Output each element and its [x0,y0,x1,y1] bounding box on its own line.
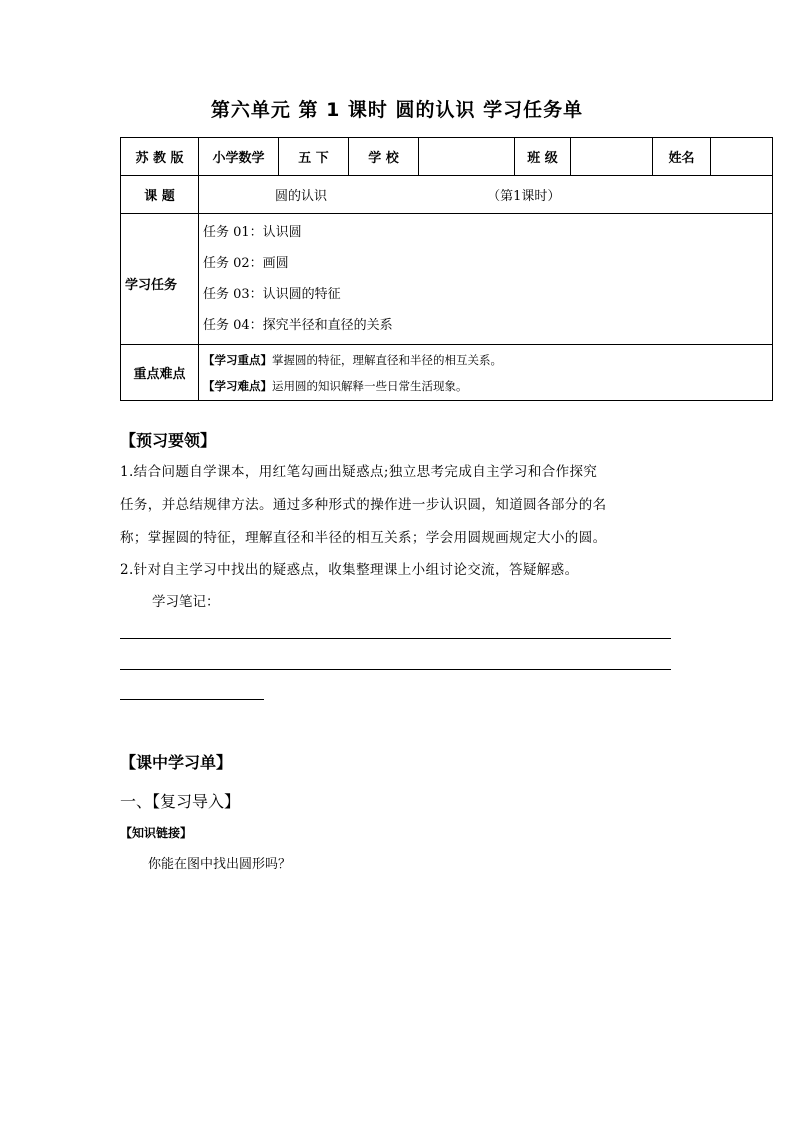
preview-line-2: 任务，并总结规律方法。通过多种形式的操作进一步认识圆，知道圆各部分的名 [120,497,607,513]
focus-key-line [203,347,768,373]
name-value[interactable] [711,138,773,176]
focus-cell [199,345,773,401]
class-label: 班 级 [515,138,571,176]
tasks-cell [199,214,773,345]
task-item: 任务 02：画圆 [203,256,289,271]
subject-cell: 小学数学 [199,138,279,176]
school-label: 学 校 [349,138,419,176]
topic-value-cell [199,176,773,214]
info-row-topic [121,176,773,214]
in-class-heading: 【课中学习单】 [120,753,233,772]
notes-line[interactable] [120,669,671,670]
focus-label: 重点难点 [121,345,199,401]
focus-key-text: 掌握圆的特征，理解直径和半径的相互关系。 [272,352,502,367]
task-item: 任务 03：认识圆的特征 [203,287,341,302]
name-label: 姓名 [653,138,711,176]
notes-line[interactable] [120,638,671,639]
focus-key-tag: 【学习重点】 [203,352,272,367]
info-row-tasks [121,214,773,345]
notes-label: 学习笔记： [152,594,220,610]
knowledge-link-label: 【知识链接】 [120,826,193,840]
tasks-label: 学习任务 [121,214,199,345]
preview-heading: 【预习要领】 [120,431,217,450]
page-title: 第六单元 第 1 课时 圆的认识 学习任务单 [210,99,584,121]
class-value[interactable] [571,138,653,176]
focus-diff-tag: 【学习难点】 [203,378,272,393]
focus-diff-line [203,373,768,399]
review-intro-heading: 一、【复习导入】 [120,792,241,811]
task-item: 任务 01：认识圆 [203,225,302,240]
preview-line-3: 称；掌握圆的特征，理解直径和半径的相互关系；学会用圆规画规定大小的圆。 [120,530,607,546]
task-item: 任务 04：探究半径和直径的关系 [203,318,393,333]
preview-line-1: 1.结合问题自学课本，用红笔勾画出疑惑点;独立思考完成自主学习和合作探究 [120,464,598,480]
notes-line[interactable] [120,699,264,700]
preview-line-4: 2.针对自主学习中找出的疑惑点，收集整理课上小组讨论交流，答疑解惑。 [120,562,579,578]
topic-period: （第1课时） [487,189,561,204]
info-row-focus [121,345,773,401]
grade-cell: 五 下 [279,138,349,176]
focus-diff-text: 运用圆的知识解释一些日常生活现象。 [272,378,468,393]
info-row-header [121,138,773,176]
topic-value: 圆的认识 [275,189,328,204]
publisher-cell: 苏 教 版 [121,138,199,176]
topic-label: 课 题 [121,176,199,214]
question-text: 你能在图中找出圆形吗？ [148,857,292,872]
school-value[interactable] [419,138,515,176]
info-table [120,137,773,401]
